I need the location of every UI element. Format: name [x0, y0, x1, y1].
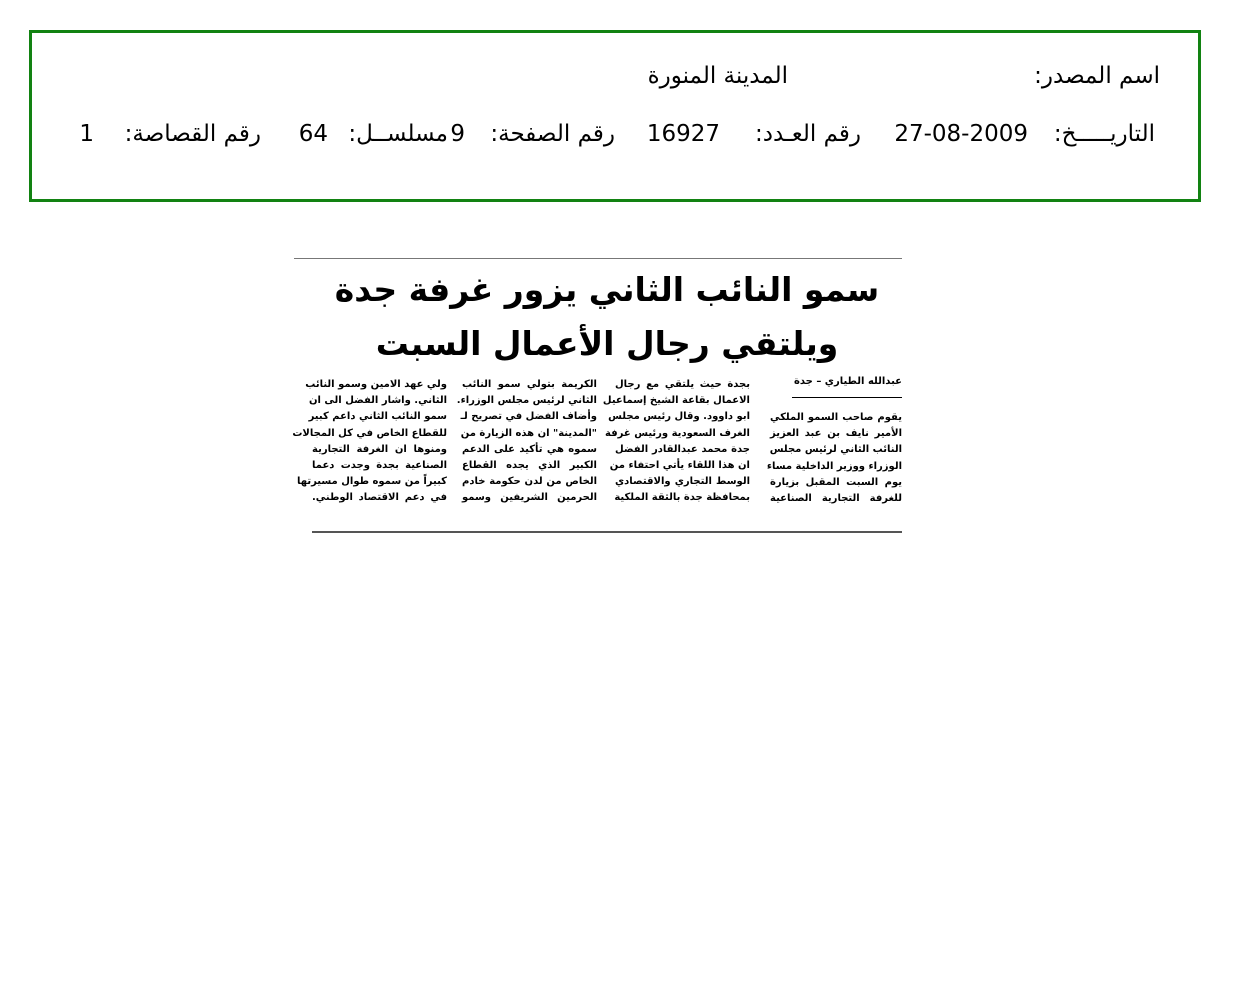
- column-line: الاعمال بقاعة الشيخ إسماعيل: [602, 395, 750, 407]
- column-line: الحرمين الشريفين وسمو: [462, 492, 597, 504]
- column-line: سمو النائب الثاني داعم كبير: [308, 411, 447, 423]
- column-line: في دعم الاقتصاد الوطني.: [312, 492, 447, 504]
- metadata-box: [29, 30, 1201, 202]
- serial-label: مسلســل:: [348, 121, 448, 147]
- column-line: الأمير نايف بن عبد العزيز: [770, 428, 902, 440]
- column-line: كبيراً من سموه طوال مسيرتها: [296, 476, 447, 488]
- column-line: الثاني. واشار الفضل الى ان: [308, 395, 447, 407]
- page-value: 9: [450, 121, 465, 147]
- column-line: ومنوها ان الغرفة التجارية: [312, 443, 447, 455]
- clip-top-rule: [294, 258, 902, 259]
- column-line: النائب الثاني لرئيس مجلس: [769, 444, 902, 456]
- column-line: ان هذا اللقاء يأتي احتفاء من: [609, 460, 750, 472]
- column-line: "المدينة" ان هذه الزيارة من: [460, 427, 597, 439]
- clipping-value: 1: [79, 121, 94, 147]
- column-line: الوسط التجاري والاقتصادي: [615, 476, 750, 488]
- column-line: الغرف السعودية ورئيس غرفة: [605, 427, 750, 439]
- column-line: بجدة حيث يلتقي مع رجال: [615, 379, 750, 390]
- article-column-4: [292, 377, 447, 507]
- column-line: الكبير الذي يجده القطاع: [462, 460, 597, 472]
- column-line: جدة محمد عبدالقادر الفضل: [615, 443, 750, 455]
- issue-value: 16927: [646, 121, 720, 147]
- column-line: يوم السبت المقبل بزيارة: [770, 476, 902, 488]
- page-label: رقم الصفحة:: [490, 121, 615, 147]
- serial-value: 64: [298, 121, 328, 147]
- date-label: التاريـــــخ:: [1053, 121, 1155, 147]
- article-column-2: [602, 377, 750, 507]
- clip-bottom-rule: [312, 531, 902, 533]
- byline: عبدالله الطياري – جدة: [793, 376, 902, 387]
- date-value: 27-08-2009: [894, 121, 1028, 147]
- column-line: يقوم صاحب السمو الملكي: [770, 412, 902, 423]
- article-column-1: [766, 410, 902, 507]
- column-line: ولي عهد الامين وسمو النائب: [305, 379, 447, 390]
- column-line: للغرفة التجارية الصناعية: [770, 493, 902, 505]
- byline-rule: [792, 397, 902, 398]
- column-line: ابو داوود. وقال رئيس مجلس: [608, 411, 750, 423]
- column-line: الثاني لرئيس مجلس الوزراء.: [456, 395, 597, 407]
- issue-label: رقم العـدد:: [754, 121, 861, 147]
- column-line: الوزراء ووزير الداخلية مساء: [766, 460, 902, 472]
- column-line: الصناعية بجدة وجدت دعما: [312, 460, 447, 472]
- column-line: سموه هي تأكيد على الدعم: [462, 443, 597, 455]
- headline-line-1: سمو النائب الثاني يزور غرفة جدة: [334, 270, 880, 309]
- column-line: بمحافظة جدة بالثقة الملكية: [614, 492, 750, 504]
- article-column-3: [456, 377, 597, 507]
- column-line: للقطاع الخاص في كل المجالات: [292, 427, 447, 439]
- source-label: اسم المصدر:: [1034, 63, 1160, 89]
- source-value: المدينة المنورة: [647, 63, 788, 89]
- clipping-label: رقم القصاصة:: [124, 121, 261, 147]
- column-line: وأضاف الفضل في تصريح لـ: [460, 411, 597, 423]
- headline-line-2: ويلتقي رجال الأعمال السبت: [375, 324, 839, 363]
- column-line: الخاص من لدن حكومة خادم: [462, 476, 597, 488]
- column-line: الكريمة بتولي سمو النائب: [462, 379, 597, 390]
